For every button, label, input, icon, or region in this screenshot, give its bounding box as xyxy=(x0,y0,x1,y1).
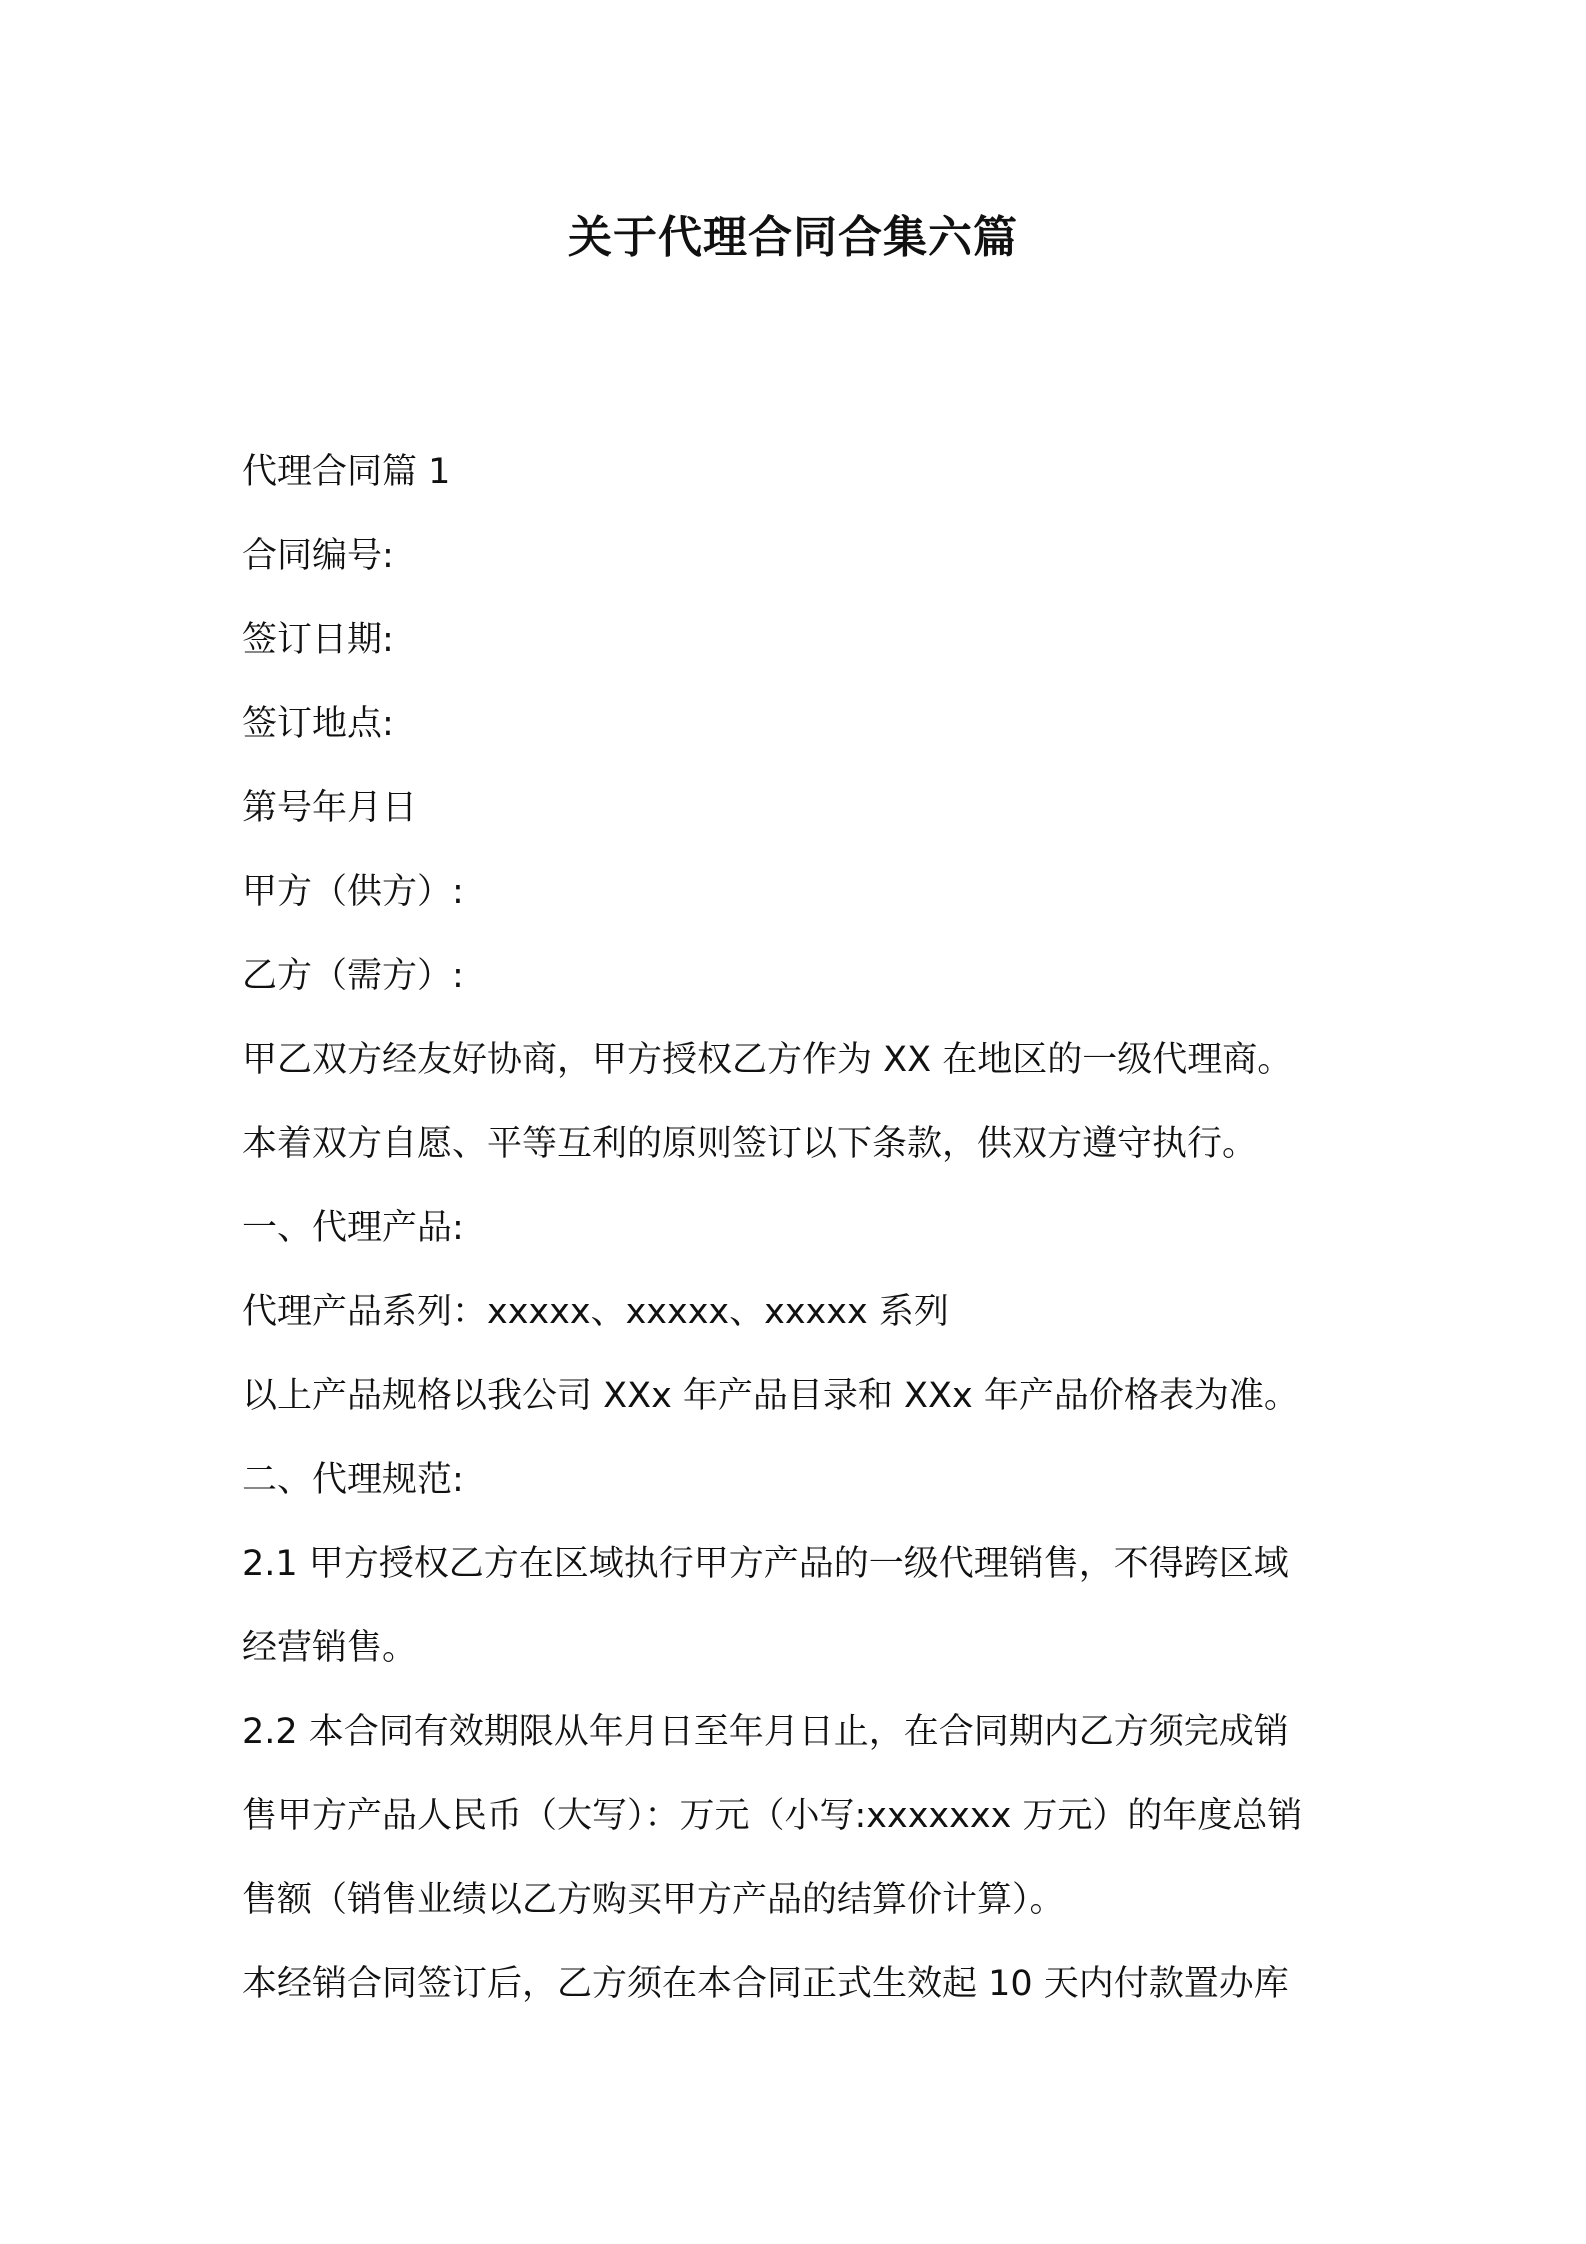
clause-2-1-line-1: 2.1 甲方授权乙方在区域执行甲方产品的一级代理销售，不得跨区域 xyxy=(242,1544,1289,1584)
section-heading-norms: 二、代理规范: xyxy=(242,1460,464,1500)
party-b-field: 乙方（需方）: xyxy=(242,956,464,996)
document-title: 关于代理合同合集六篇 xyxy=(568,212,1018,263)
paragraph-product-spec: 以上产品规格以我公司 XXx 年产品目录和 XXx 年产品价格表为准。 xyxy=(242,1376,1299,1416)
paragraph-product-series: 代理产品系列：xxxxx、xxxxx、xxxxx 系列 xyxy=(242,1292,949,1332)
document-body xyxy=(242,448,1362,2044)
date-line: 第号年月日 xyxy=(242,788,418,828)
contract-number-field: 合同编号: xyxy=(242,536,394,576)
paragraph-authorization: 甲乙双方经友好协商，甲方授权乙方作为 XX 在地区的一级代理商。 xyxy=(242,1040,1293,1080)
clause-2-2-line-3: 售额（销售业绩以乙方购买甲方产品的结算价计算）。 xyxy=(242,1880,1065,1920)
party-a-field: 甲方（供方）: xyxy=(242,872,464,912)
section-heading-products: 一、代理产品: xyxy=(242,1208,464,1248)
section-heading-contract-1: 代理合同篇 1 xyxy=(242,452,451,492)
signing-place-field: 签订地点: xyxy=(242,704,394,744)
clause-2-2-line-2: 售甲方产品人民币（大写）：万元（小写:xxxxxxx 万元）的年度总销 xyxy=(242,1796,1303,1836)
clause-2-1-line-2: 经营销售。 xyxy=(242,1628,418,1668)
clause-2-2-line-1: 2.2 本合同有效期限从年月日至年月日止，在合同期内乙方须完成销 xyxy=(242,1712,1289,1752)
paragraph-principle: 本着双方自愿、平等互利的原则签订以下条款，供双方遵守执行。 xyxy=(242,1124,1258,1164)
signing-date-field: 签订日期: xyxy=(242,620,394,660)
paragraph-payment: 本经销合同签订后，乙方须在本合同正式生效起 10 天内付款置办库 xyxy=(242,1964,1289,2004)
